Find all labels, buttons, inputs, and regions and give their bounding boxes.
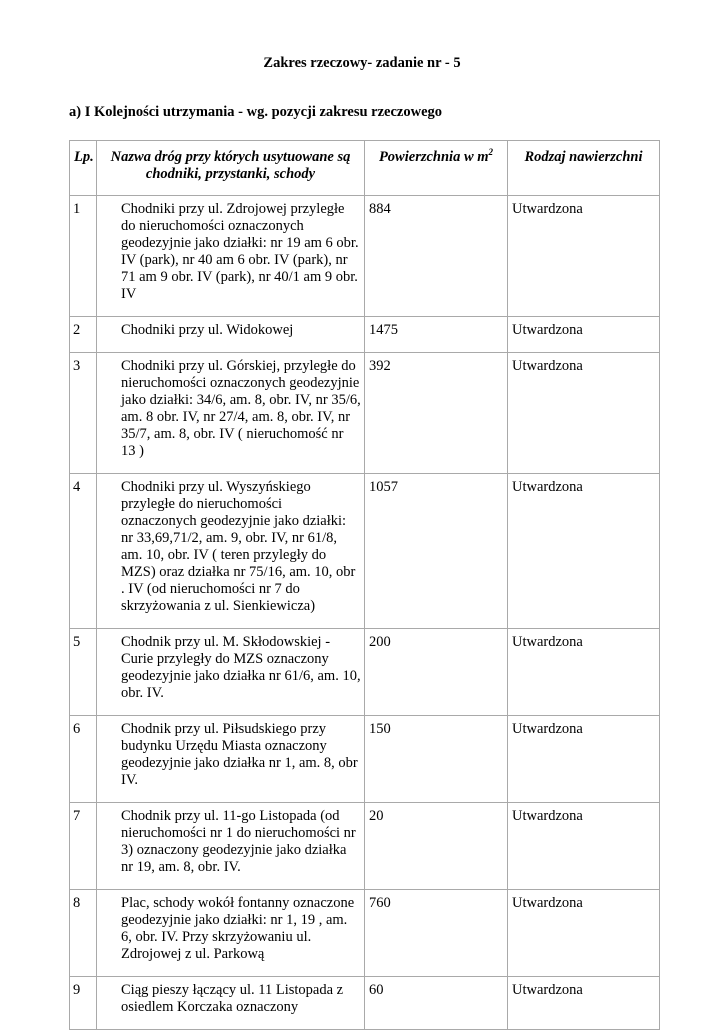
cell-name: Ciąg pieszy łączący ul. 11 Listopada z osiedlem Korczaka oznaczony [97, 977, 365, 1030]
cell-area: 1475 [365, 317, 508, 353]
table-row [70, 890, 660, 977]
section-heading: a) I Kolejności utrzymania - wg. pozycji zakresu rzeczowego [69, 104, 443, 120]
cell-lp: 8 [70, 890, 97, 977]
cell-name: Chodnik przy ul. M. Skłodowskiej -Curie przyległy do MZS oznaczony geodezyjnie jako działka nr 61/6, am. 10, obr. IV. [97, 629, 365, 716]
header-area [365, 141, 508, 196]
cell-area: 60 [365, 977, 508, 1030]
document-title: Zakres rzeczowy- zadanie nr - 5 [263, 55, 461, 71]
cell-area: 392 [365, 353, 508, 474]
cell-name: Chodniki przy ul. Górskiej, przyległe do nieruchomości oznaczonych geodezyjnie jako działki: 34/6, am. 8, obr. IV, nr 35/6, am. 8 obr. IV, nr 27/4, am. 8, obr. IV, nr 35/7, am. 8, obr. IV ( nieruchomość nr 13 ) [97, 353, 365, 474]
cell-name: Chodniki przy ul. Widokowej [97, 317, 365, 353]
cell-type: Utwardzona [508, 890, 660, 977]
table-header-row [70, 141, 660, 196]
cell-type: Utwardzona [508, 474, 660, 629]
scope-table [69, 140, 660, 1030]
header-area-superscript: 2 [488, 147, 494, 158]
cell-lp: 2 [70, 317, 97, 353]
table-row [70, 803, 660, 890]
cell-type: Utwardzona [508, 629, 660, 716]
header-name: Nazwa dróg przy których usytuowane są chodniki, przystanki, schody [97, 141, 365, 196]
cell-lp: 3 [70, 353, 97, 474]
table-row [70, 629, 660, 716]
cell-lp: 1 [70, 196, 97, 317]
cell-area: 200 [365, 629, 508, 716]
cell-area: 20 [365, 803, 508, 890]
cell-name: Chodnik przy ul. 11-go Listopada (od nieruchomości nr 1 do nieruchomości nr 3) oznaczony geodezyjnie jako działka nr 19, am. 8, obr. IV. [97, 803, 365, 890]
cell-area: 150 [365, 716, 508, 803]
header-lp: Lp. [70, 141, 97, 196]
cell-type: Utwardzona [508, 803, 660, 890]
header-area-label: Powierzchnia w m [378, 149, 489, 165]
cell-name: Chodniki przy ul. Wyszyńskiego przyległe do nieruchomości oznaczonych geodezyjnie jako działki: nr 33,69,71/2, am. 9, obr. IV, nr 61/8, am. 10, obr. IV ( teren przyległy do MZS) oraz działka nr 75/16, am. 10, obr . IV (od nieruchomości nr 7 do skrzyżowania z ul. Sienkiewicza) [97, 474, 365, 629]
cell-lp: 5 [70, 629, 97, 716]
cell-lp: 4 [70, 474, 97, 629]
header-type: Rodzaj nawierzchni [508, 141, 660, 196]
cell-type: Utwardzona [508, 716, 660, 803]
cell-area: 760 [365, 890, 508, 977]
table-row [70, 353, 660, 474]
cell-name: Chodniki przy ul. Zdrojowej przyległe do nieruchomości oznaczonych geodezyjnie jako działki: nr 19 am 6 obr. IV (park), nr 40 am 6 obr. IV (park), nr 71 am 9 obr. IV (park), nr 40/1 am 9 obr. IV [97, 196, 365, 317]
cell-lp: 6 [70, 716, 97, 803]
cell-name: Chodnik przy ul. Piłsudskiego przy budynku Urzędu Miasta oznaczony geodezyjnie jako działka nr 1, am. 8, obr IV. [97, 716, 365, 803]
cell-area: 1057 [365, 474, 508, 629]
cell-area: 884 [365, 196, 508, 317]
cell-type: Utwardzona [508, 317, 660, 353]
cell-type: Utwardzona [508, 196, 660, 317]
table-row [70, 977, 660, 1030]
table-row [70, 474, 660, 629]
cell-type: Utwardzona [508, 977, 660, 1030]
table-row [70, 716, 660, 803]
table-row [70, 196, 660, 317]
cell-lp: 9 [70, 977, 97, 1030]
cell-name: Plac, schody wokół fontanny oznaczone geodezyjnie jako działki: nr 1, 19 , am. 6, obr. IV. Przy skrzyżowaniu ul. Zdrojowej z ul. Parkową [97, 890, 365, 977]
table-row [70, 317, 660, 353]
cell-lp: 7 [70, 803, 97, 890]
cell-type: Utwardzona [508, 353, 660, 474]
